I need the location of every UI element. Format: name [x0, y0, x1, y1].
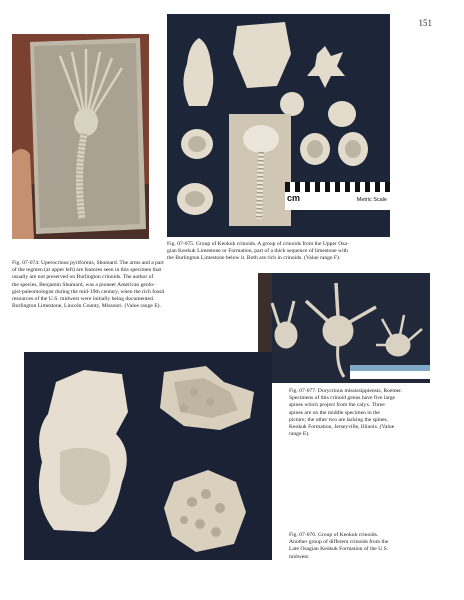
- caption-line: midwest.: [289, 553, 310, 560]
- caption-line: Fig. 07-075. Group of Keokuk crinoids. A group of crinoids from the Upper Osa-: [167, 241, 349, 247]
- caption-line: range E).: [289, 431, 310, 438]
- caption-line: Late Osagian Keokuk Formation of the U.S.: [289, 546, 389, 553]
- caption-fig-label: Fig. 07-077. Dorycrinus mississippiensis, Roemer.: [289, 388, 403, 394]
- metric-scale: [285, 182, 390, 210]
- caption-line: spines which project from the calyx. Three: [289, 402, 385, 409]
- caption-line: gist-paleontologist during the mid-19th century, when the rich fossil: [12, 288, 165, 295]
- caption-line: the Burlington Limestone below it. Both are rich in crinoids. (Value range F).: [167, 255, 341, 262]
- caption-line: Burlington Limestone, Lincoln County, Missouri. (Value range E).: [12, 303, 161, 310]
- crinoid-group-2-illustration: [24, 352, 272, 560]
- scale-unit: cm: [287, 193, 301, 203]
- caption-line: the species, Benjamin Shumard, was a pioneer American geolo-: [12, 281, 155, 288]
- caption-line: usually are not preserved on Burlington crinoids. The author of: [12, 274, 154, 281]
- caption-line: Fig. 07-076. Group of Keokuk crinoids.: [289, 532, 379, 538]
- caption-line: gian Keokuk Limestone or Formation, part of a thick sequence of limestone with: [167, 248, 348, 255]
- caption-line: Fig. 07-074: Uperocrinus pyriformis, Shumard. The arms and a part: [12, 260, 164, 266]
- scale-label: Metric Scale: [356, 197, 387, 203]
- caption-line: Keokuk Formation, Jerseyville, Illinois. (Value: [289, 424, 395, 431]
- caption-line: resources of the U.S. midwest were initially being documented.: [12, 296, 155, 303]
- dorycrinus-illustration: [258, 273, 430, 383]
- caption-line: Another group of different crinoids from the: [289, 539, 389, 546]
- caption-line: picture; the other two are lacking the spines.: [289, 416, 389, 423]
- slab-illustration: [12, 34, 149, 239]
- caption-fig-07-076: [289, 532, 449, 561]
- photo-keokuk-group: [167, 14, 390, 237]
- caption-fig-07-074: [12, 260, 252, 310]
- caption-line: of the tegmen (at upper left) are features seen in this specimen that: [12, 267, 162, 274]
- page-number: 151: [418, 18, 432, 28]
- caption-fig-07-077: [289, 388, 449, 438]
- photo-dorycrinus: [258, 273, 430, 383]
- photo-uperocrinus-slab: [12, 34, 149, 239]
- caption-line: spines are on the middle specimen in the: [289, 409, 380, 416]
- caption-line: Specimens of this crinoid genus have five large: [289, 395, 395, 402]
- photo-keokuk-group-2: [24, 352, 272, 560]
